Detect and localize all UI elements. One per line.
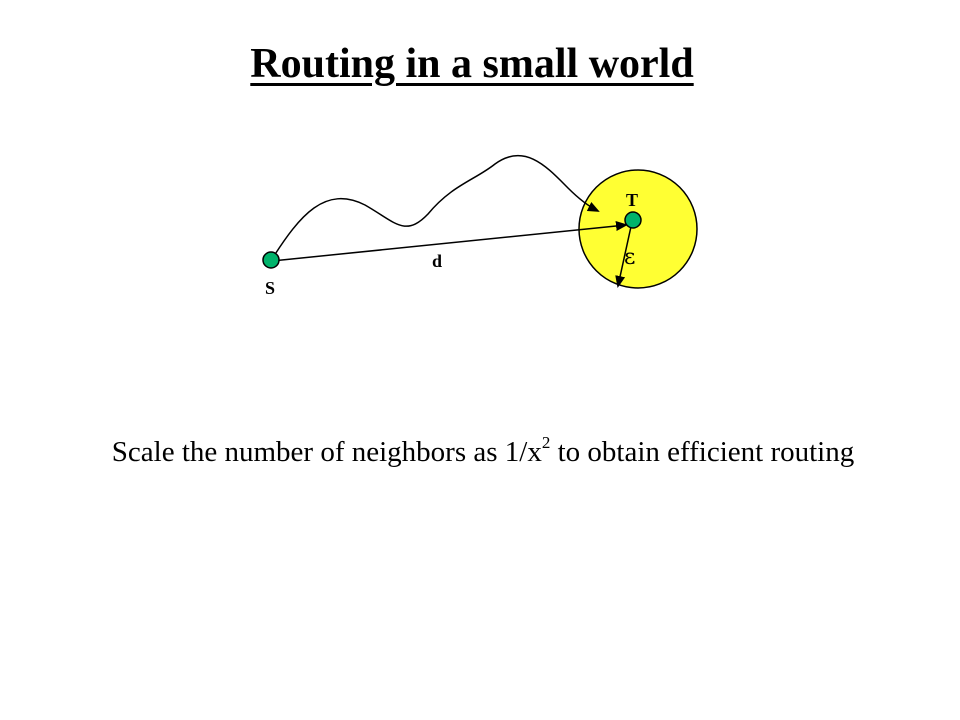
caption-exponent: 2	[541, 433, 551, 452]
distance-label: d	[432, 251, 443, 271]
caption-prefix: Scale the number of neighbors as 1/x	[111, 436, 542, 468]
caption-suffix: to obtain efficient routing	[550, 436, 855, 468]
slide-title: Routing in a small world	[250, 41, 694, 87]
routing-path-curve	[272, 156, 598, 259]
distance-arrow	[272, 225, 626, 261]
caption	[0, 434, 960, 470]
target-neighborhood-region	[579, 170, 697, 288]
radius-label: ε	[624, 245, 636, 270]
source-label: S	[265, 278, 276, 298]
source-node	[263, 252, 279, 268]
target-node	[625, 212, 641, 228]
target-label: T	[626, 190, 639, 210]
